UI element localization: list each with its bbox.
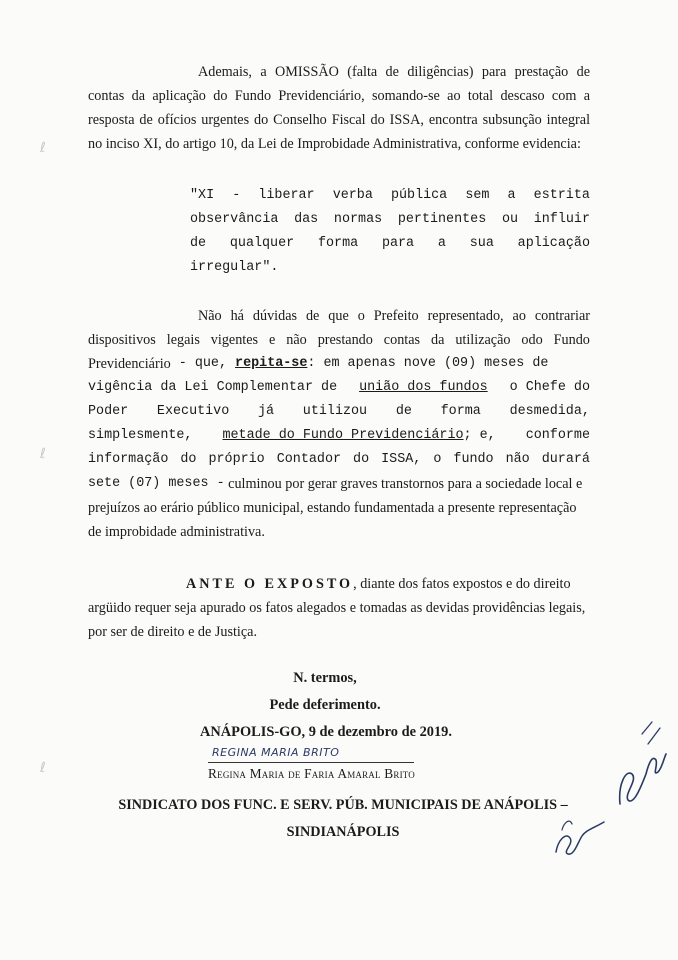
law-quote: [190, 184, 590, 280]
quote-line: "XI - liberar verba pública sem a estrita: [190, 188, 590, 203]
paragraph-line: Não há dúvidas de que o Prefeito representado, ao contrariar: [198, 308, 590, 324]
paragraph-line: Ademais, a OMISSÃO (falta de diligências) para prestação de contas: [88, 64, 590, 104]
paragraph-omission: [88, 60, 590, 156]
paragraph-line: do artigo 10, da Lei de Improbidade Administrativa, conforme evidencia:: [165, 136, 581, 152]
margin-mark: ℓ: [40, 760, 46, 776]
closing-date: ANÁPOLIS-GO, 9 de dezembro de 2019.: [200, 724, 452, 740]
underlined-phrase: metade do Fundo Previdenciário: [222, 428, 464, 443]
paragraph-argument: [88, 304, 590, 544]
paragraph-line: Poder Executivo já utilizou de forma desmedida,: [88, 404, 590, 419]
paragraph-line: informação do próprio Contador do ISSA, o fundo não durará: [88, 452, 590, 467]
quote-line: observância das normas pertinentes ou influir: [190, 212, 590, 227]
paragraph-line: dispositivos legais vigentes e não prestando contas da utilização odo Fundo: [88, 332, 590, 348]
paragraph-line: sete (07) meses - culminou por gerar graves transtornos para a sociedade local e: [88, 476, 583, 492]
signature-line: [208, 762, 414, 763]
margin-mark: ℓ: [40, 140, 46, 156]
closing-request: Pede deferimento.: [269, 697, 381, 713]
paragraph-line: prejuízos ao erário público municipal, estando fundamentada a presente representação: [88, 500, 577, 516]
paragraph-conclusion: [88, 572, 590, 644]
ante-o-exposto: ANTE O EXPOSTO: [186, 576, 354, 592]
paragraph-line: por ser de direito e de Justiça.: [88, 624, 258, 640]
paragraph-line: Previdenciário - que, repita-se : em apenas nove (09) meses de: [88, 352, 590, 376]
margin-initials-mark: [612, 714, 672, 814]
union-name: SINDICATO DOS FUNC. E SERV. PÚB. MUNICIPAIS DE ANÁPOLIS – SINDIANÁPOLIS: [118, 797, 568, 840]
paragraph-line: da aplicação do Fundo Previdenciário, somando-se ao total descaso com a resposta de: [88, 88, 591, 128]
paragraph-line: vigência da Lei Complementar de união dos fundos o Chefe do: [88, 376, 590, 400]
paragraph-line: simplesmente, metade do Fundo Previdenciário; e, conforme: [88, 428, 590, 443]
handwritten-signature: REGINA MARIA BRITO: [212, 746, 340, 759]
margin-mark: ℓ: [40, 446, 46, 462]
paragraph-line: argüido requer seja apurado os fatos alegados e tomadas as devidas providências legais,: [88, 600, 586, 616]
closing-terms: N. termos,: [293, 670, 357, 686]
closing-block: [200, 665, 450, 746]
underlined-phrase: união dos fundos: [359, 380, 488, 395]
signer-name: Regina Maria de Faria Amaral Brito: [208, 766, 416, 781]
paragraph-line: de improbidade administrativa.: [88, 524, 265, 540]
paragraph-line: ofícios urgentes do Conselho Fiscal do ISSA, encontra subsunção integral no inciso XI,: [88, 112, 591, 152]
quote-line: de qualquer forma para a sua aplicação: [190, 236, 590, 251]
initials-mark: [548, 812, 608, 862]
paragraph-line: ANTE O EXPOSTO , diante dos fatos expostos e do direito: [88, 572, 590, 596]
emphasis-repita-se: repita-se: [235, 356, 308, 371]
quote-line: irregular".: [190, 260, 279, 275]
